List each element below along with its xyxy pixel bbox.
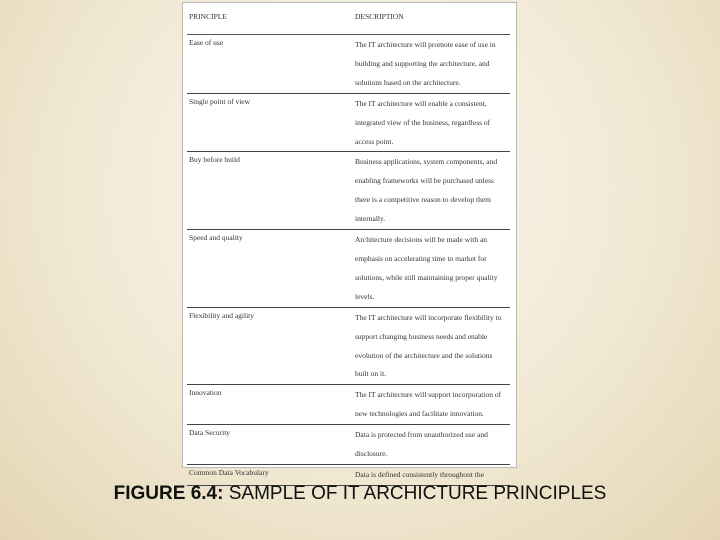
figure-title: SAMPLE OF IT ARCHICTURE PRINCIPLES: [228, 483, 607, 504]
principle-name: Speed and quality: [189, 233, 243, 243]
principle-description: Data is defined consistently throughout the: [355, 469, 484, 479]
principle-description: The IT architecture will enable a consistent, integrated view of the business, regardless of access point.: [355, 98, 491, 146]
principle-name: Flexibility and agility: [189, 310, 254, 320]
table-row: [187, 385, 510, 425]
table-row: [187, 93, 510, 152]
table-row: [187, 425, 510, 465]
principle-name: Buy before build: [189, 155, 240, 165]
table-row: [187, 230, 510, 308]
principle-description: Architecture decisions will be made with an emphasis on accelerating time to market for solutions, while still maintaining proper quality levels.: [355, 235, 498, 301]
principle-name: Common Data Vocabulary: [189, 467, 269, 477]
principle-column-header: PRINCIPLE: [189, 12, 227, 21]
table-row: [187, 152, 510, 230]
principle-description: Data is protected from unauthorized use and disclosure.: [355, 430, 488, 459]
table-header-row: [187, 11, 510, 35]
principle-description: The IT architecture will support incorporation of new technologies and facilitate innovation.: [355, 390, 502, 419]
document-page: [182, 2, 517, 479]
principle-name: Innovation: [189, 388, 222, 398]
description-column-header: DESCRIPTION: [355, 12, 404, 21]
table-row: [187, 35, 510, 94]
principle-name: Single point of view: [189, 96, 251, 106]
figure-label: FIGURE 6.4:: [113, 483, 224, 504]
principle-name: Ease of use: [189, 38, 224, 47]
principles-table: [187, 11, 510, 486]
figure-caption: [0, 483, 720, 505]
table-row: [187, 307, 510, 385]
principle-name: Data Security: [189, 428, 231, 438]
principle-description: The IT architecture will incorporate flexibility to support changing business needs and enable evolution of the architecture and the solutions built on it.: [355, 312, 502, 379]
principle-description: Business applications, system components, and enabling frameworks will be purchased unless there is a competitive reason to develop them internally.: [355, 157, 498, 224]
principle-description: The IT architecture will promote ease of use in building and supporting the architecture, and solutions based on the architecture.: [355, 40, 496, 87]
